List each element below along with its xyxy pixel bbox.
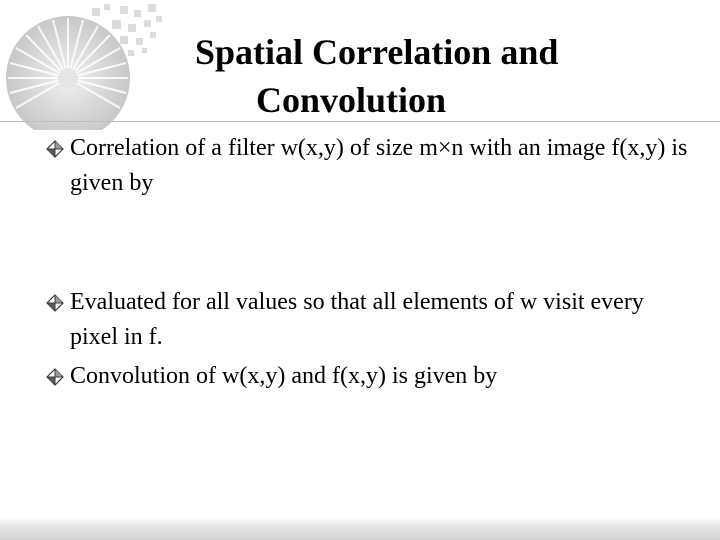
diamond-bullet-icon xyxy=(46,294,64,312)
bullet-item-evaluated xyxy=(48,285,688,355)
bullet-item-convolution xyxy=(48,359,688,394)
slide-title-line-2: Convolution xyxy=(256,80,447,120)
title-divider xyxy=(0,121,720,122)
slide-title-line-1: Spatial Correlation and xyxy=(195,32,559,72)
diamond-bullet-icon xyxy=(46,368,64,386)
diamond-bullet-icon xyxy=(46,140,64,158)
bullet-text: Evaluated for all values so that all elements of w visit every pixel in f. xyxy=(70,289,644,350)
slide-title xyxy=(140,28,660,124)
bottom-decorative-bar xyxy=(0,517,720,540)
bullet-text: Correlation of a filter w(x,y) of size m×n with an image f(x,y) is given by xyxy=(70,135,688,196)
bullet-item-correlation xyxy=(48,131,688,201)
bullet-text: Convolution of w(x,y) and f(x,y) is given by xyxy=(70,363,498,389)
